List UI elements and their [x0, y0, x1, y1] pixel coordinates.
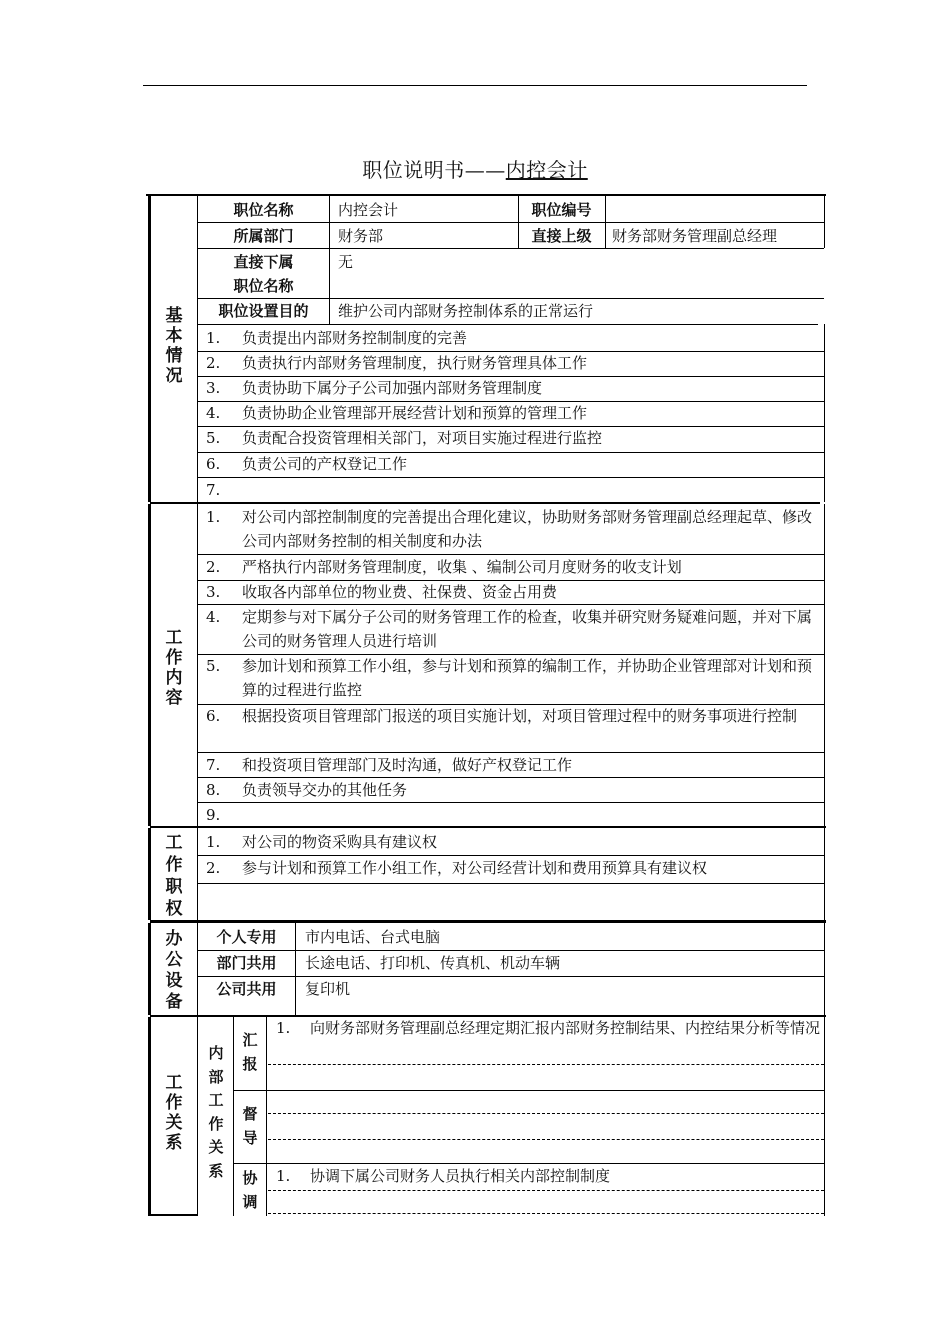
equipment-value: 长途电话、打印机、传真机、机动车辆 — [305, 954, 561, 972]
grid-line — [198, 802, 824, 803]
grid-line — [234, 1090, 824, 1091]
duty-item: 5. 负责配合投资管理相关部门，对项目实施过程进行监控 — [206, 429, 603, 447]
section-top-border — [146, 194, 826, 196]
coordinate-label: 协 调 — [242, 1169, 258, 1211]
section-label-work: 工 作 内 容 — [148, 504, 198, 826]
equipment-label: 公司共用 — [216, 980, 277, 998]
duty-item: 3. 负责协助下属分子公司加强内部财务管理制度 — [206, 379, 543, 397]
section-label-authority: 工 作 职 权 — [148, 828, 198, 920]
purpose-label: 职位设置目的 — [218, 302, 309, 320]
job-name-label: 职位名称 — [233, 201, 294, 219]
grid-line — [295, 923, 296, 1015]
duty-item: 2. 负责执行内部财务管理制度，执行财务管理具体工作 — [206, 354, 588, 372]
dept-value: 财务部 — [338, 227, 384, 245]
equipment-value: 市内电话、台式电脑 — [305, 928, 441, 946]
coordinate-number: 1. — [276, 1167, 291, 1185]
work-item: 1. 对公司内部控制制度的完善提出合理化建议，协助财务部财务管理副总经理起草、修改公司内部财务控制的相关制度和办法 — [206, 508, 813, 550]
grid-line — [198, 477, 824, 478]
duty-item: 6. 负责公司的产权登记工作 — [206, 455, 408, 473]
subordinate-value: 无 — [338, 253, 354, 271]
dashed-line — [268, 1113, 824, 1114]
superior-label: 直接上级 — [531, 227, 592, 245]
grid-line — [824, 828, 825, 920]
duty-item: 1. 负责提出内部财务控制制度的完善 — [206, 329, 468, 347]
section-border — [150, 502, 820, 504]
dashed-line — [268, 1064, 824, 1065]
grid-line — [329, 196, 330, 324]
section-label-equipment: 办 公 设 备 — [148, 923, 198, 1015]
authority-item: 2. 参与计划和预算工作小组工作，对公司经营计划和费用预算具有建议权 — [206, 859, 708, 877]
job-name-value: 内控会计 — [338, 201, 399, 219]
grid-line — [198, 222, 824, 223]
title-main: 职位说明书—— — [362, 158, 506, 182]
grid-line — [824, 923, 825, 1015]
section-border — [150, 920, 826, 923]
section-bottom-border — [150, 1214, 198, 1216]
dashed-line — [268, 1213, 824, 1214]
internal-relations-label: 内 部 工 作 关 系 — [208, 1044, 224, 1180]
title-role: 内控会计 — [505, 158, 588, 182]
work-item: 2. 严格执行内部财务管理制度，收集 、编制公司月度财务的收支计划 — [206, 558, 682, 576]
grid-line — [824, 324, 825, 502]
subordinate-label: 直接下属 职位名称 — [233, 253, 294, 295]
equipment-label: 部门共用 — [216, 954, 277, 972]
page-title — [0, 154, 950, 183]
section-border — [150, 826, 826, 828]
dept-label: 所属部门 — [233, 227, 294, 245]
grid-line — [198, 324, 818, 325]
section-label-relations: 工 作 关 系 — [148, 1017, 198, 1216]
coordinate-text: 协调下属公司财务人员执行相关内部控制制度 — [310, 1167, 611, 1185]
superior-value: 财务部财务管理副总经理 — [612, 227, 778, 245]
grid-line — [824, 196, 825, 248]
grid-line — [824, 504, 825, 826]
duty-item: 4. 负责协助企业管理部开展经营计划和预算的管理工作 — [206, 404, 588, 422]
grid-line — [198, 248, 824, 249]
report-label: 汇 报 — [242, 1031, 258, 1073]
purpose-value: 维护公司内部财务控制体系的正常运行 — [338, 302, 594, 320]
dashed-line — [268, 1190, 824, 1191]
equipment-label: 个人专用 — [216, 928, 277, 946]
job-code-label: 职位编号 — [531, 201, 592, 219]
work-item: 5. 参加计划和预算工作小组，参与计划和预算的编制工作，并协助企业管理部对计划和预算的过程进行监控 — [206, 657, 813, 699]
work-item: 4. 定期参与对下属分子公司的财务管理工作的检查，收集并研究财务疑难问题，并对下属公司的财务管理人员进行培训 — [206, 608, 813, 650]
grid-line — [198, 883, 824, 884]
work-item: 6. 根据投资项目管理部门报送的项目实施计划，对项目管理过程中的财务事项进行控制 — [206, 707, 798, 725]
dashed-line — [268, 1139, 824, 1140]
work-item: 7. 和投资项目管理部门及时沟通，做好产权登记工作 — [206, 756, 573, 774]
section-label-basic: 基 本 情 况 — [148, 196, 198, 502]
report-text: 向财务部财务管理副总经理定期汇报内部财务控制结果、内控结果分析等情况 — [310, 1019, 821, 1037]
grid-line — [824, 1017, 825, 1216]
supervise-label: 督 导 — [242, 1105, 258, 1147]
equipment-value: 复印机 — [305, 980, 351, 998]
header-rule — [143, 85, 807, 86]
report-number: 1. — [276, 1019, 291, 1037]
work-item: 3. 收取各内部单位的物业费、社保费、资金占用费 — [206, 583, 558, 601]
authority-item: 1. 对公司的物资采购具有建议权 — [206, 833, 438, 851]
grid-line — [266, 1017, 267, 1216]
work-item: 8. 负责领导交办的其他任务 — [206, 781, 408, 799]
